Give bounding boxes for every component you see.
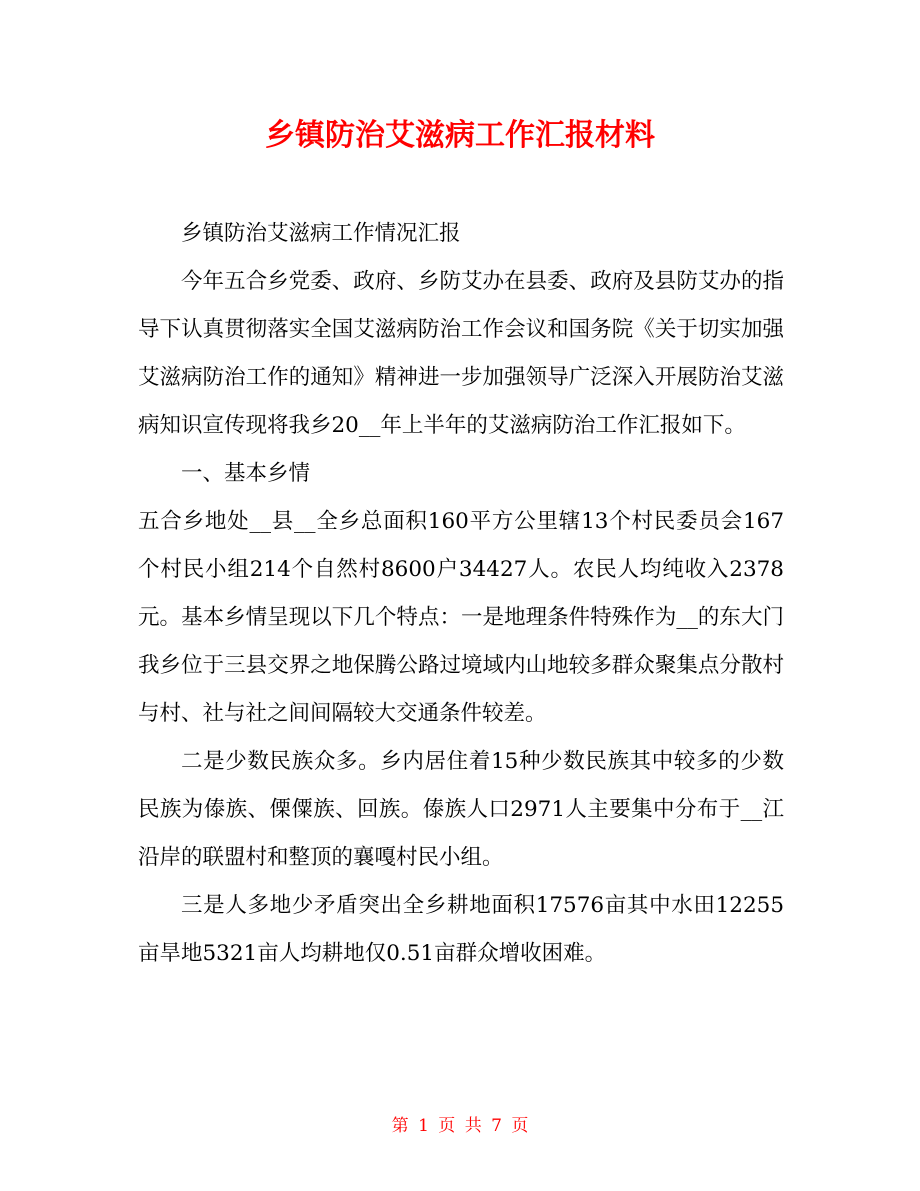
page-number-footer: 第 1 页 共 7 页 [391, 1116, 529, 1136]
paragraph-report-heading: 乡镇防治艾滋病工作情况汇报 [181, 221, 461, 246]
document-body [138, 210, 784, 978]
paragraph-introduction: 今年五合乡党委、政府、乡防艾办在县委、政府及县防艾办的指导下认真贯彻落实全国艾滋病防治工作会议和国务院《关于切实加强艾滋病防治工作的通知》精神进一步加强领导广泛深入开展防治艾滋病知识宣传现将我乡20__年上半年的艾滋病防治工作汇报如下。 [138, 269, 784, 438]
paragraph-ethnic-minorities: 二是少数民族众多。乡内居住着15种少数民族其中较多的少数民族为傣族、傈僳族、回族。傣族人口2971人主要集中分布于__江沿岸的联盟村和整顶的襄嘎村民小组。 [138, 749, 784, 870]
paragraph-basic-situation: 五合乡地处__县__全乡总面积160平方公里辖13个村民委员会167个村民小组214个自然村8600户34427人。农民人均纯收入2378元。基本乡情呈现以下几个特点：一是地理条件特殊作为__的东大门我乡位于三县交界之地保腾公路过境域内山地较多群众聚集点分散村与村、社与社之间间隔较大交通条件较差。 [138, 509, 784, 726]
document-title: 乡镇防治艾滋病工作汇报材料 [265, 118, 655, 153]
paragraph-land-shortage: 三是人多地少矛盾突出全乡耕地面积17576亩其中水田12255亩旱地5321亩人均耕地仅0.51亩群众增收困难。 [138, 893, 784, 966]
section-heading-basic-situation: 一、基本乡情 [181, 461, 311, 486]
